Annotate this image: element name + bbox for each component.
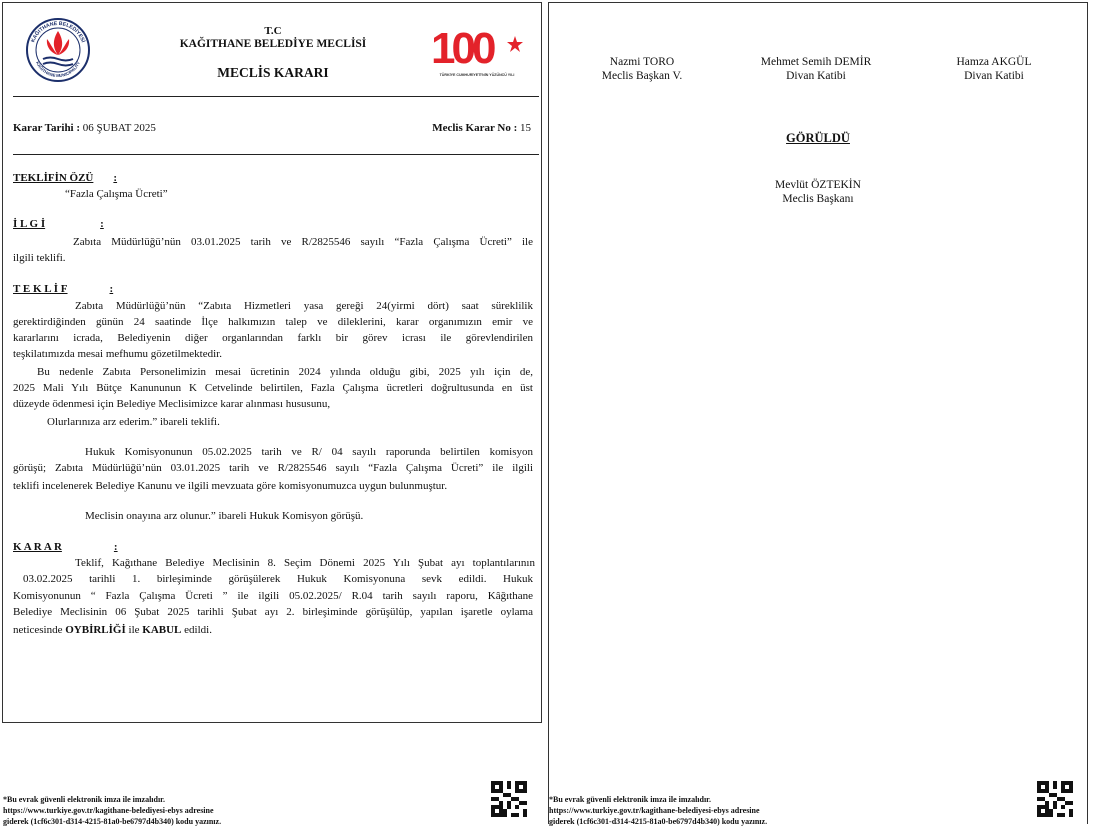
- commission-line: görüşü; Zabıta Müdürlüğü’nün 03.01.2025 tarih ve R/2825546 sayılı “Fazla Çalışma Ücreti” ile ilgili: [13, 462, 533, 474]
- proposal-line: kararlarını icrada, Belediyenin diğer organlarından farklı bir görev icrası ile görevlendirilen: [13, 332, 533, 344]
- decision-date: [13, 120, 156, 136]
- commission-line: Hukuk Komisyonunun 05.02.2025 tarih ve R/ 04 sayılı raporunda belirtilen komisyon: [85, 446, 533, 458]
- section-heading-decision: K A R A R :: [13, 541, 118, 553]
- e-signature-note: *Bu evrak güvenli elektronik imza ile imzalıdır. https://www.turkiye.gov.tr/kagithane-belediyesi-ebys adresine giderek (1cf6c301-d314-4215-81a0-be6797d4b340) kodu yazınız.: [549, 795, 768, 826]
- president-signature-block: [733, 178, 903, 206]
- accepted-text: KABUL: [142, 624, 182, 636]
- decision-date-label: Karar Tarihi :: [13, 122, 81, 134]
- decision-number-label: Meclis Karar No :: [432, 122, 518, 134]
- signer-role: Divan Katibi: [964, 70, 1024, 82]
- signer-role: Divan Katibi: [786, 70, 846, 82]
- signer-name: Nazmi TORO: [609, 56, 675, 68]
- logo-100-number: 100: [431, 24, 493, 73]
- seen-heading: GÖRÜLDÜ: [786, 131, 850, 145]
- unanimous-text: OYBİRLİĞİ: [65, 624, 126, 636]
- decision-number: [432, 120, 531, 136]
- divider: [13, 154, 539, 155]
- proposal-line: Zabıta Müdürlüğü’nün “Zabıta Hizmetleri yasa gereği 24(yirmi dört) saat süreklilik: [75, 300, 533, 312]
- signature-page: [548, 2, 1088, 824]
- logo-top-text: KAĞITHANE BELEDİYESİ: [30, 20, 86, 44]
- qr-code-icon: [1037, 781, 1073, 817]
- decision-number-value: 15: [520, 122, 531, 134]
- header-tc: T.C: [264, 25, 282, 37]
- reference-text-line: ilgili teklifi.: [13, 252, 66, 264]
- decision-line: Komisyonunun “ Fazla Çalışma Ücreti ” ile ilgili 05.02.2025/ R.04 tarih sayılı raporu, Kâğıthane: [13, 590, 533, 602]
- logo-100-caption: TÜRKİYE CUMHURİYETİ'NİN YÜZÜNCÜ YILI: [439, 73, 515, 77]
- proposal-line: Olurlarınıza arz ederim.” ibareli teklifi.: [47, 416, 220, 428]
- section-heading-proposal-summary: TEKLİFİN ÖZÜ :: [13, 172, 118, 184]
- decision-line: neticesinde OYBİRLİĞİ ile KABUL edildi.: [13, 624, 212, 636]
- commission-line: teklifi incelenerek Belediye Kanunu ve ilgili mevzuata göre komisyonumuzca uygun bulunmuştur.: [13, 480, 448, 492]
- signature-block: [731, 55, 901, 83]
- header-council-name: KAĞITHANE BELEDİYE MECLİSİ: [179, 38, 367, 50]
- proposal-line: Bu nedenle Zabıta Personelimizin mesai ücretinin 2024 yılında olduğu gibi, 2025 yılı için de,: [37, 366, 533, 378]
- proposal-summary-text: “Fazla Çalışma Ücreti”: [65, 188, 168, 200]
- logo-bottom-text: KAĞITHANE MUNICIPALITY: [34, 60, 82, 79]
- decision-page: [2, 2, 542, 723]
- proposal-line: teşkilatımızda mesai mefhumu gözetilmektedir.: [13, 348, 222, 360]
- section-heading-reference: İ L G İ :: [13, 218, 104, 230]
- proposal-line: gerektirdiğinden günün 24 saatinde İlçe halkımızın talep ve dileklerini, karar organımızın emir ve: [13, 316, 533, 328]
- proposal-line: 2025 Mali Yılı Bütçe Kanununun K Cetvelinde belirtilen, Fazla Çalışma ücretleri doğrultusunda en üst: [13, 382, 533, 394]
- president-role: Meclis Başkanı: [782, 193, 854, 205]
- republic-100-year-logo: [429, 23, 525, 81]
- commission-line: Meclisin onayına arz olunur.” ibareli Hukuk Komisyon görüşü.: [85, 510, 364, 522]
- document-title: MECLİS KARARI: [217, 65, 329, 80]
- signature-block: [557, 55, 727, 83]
- decision-date-value: 06 ŞUBAT 2025: [82, 122, 156, 134]
- president-name: Mevlüt ÖZTEKİN: [775, 179, 861, 191]
- section-heading-proposal: T E K L İ F :: [13, 283, 114, 295]
- decision-line: Teklif, Kağıthane Belediye Meclisinin 8. Seçim Dönemi 2025 Yılı Şubat ayı toplantılarının: [75, 557, 535, 569]
- qr-code-icon: [491, 781, 527, 817]
- signature-block: [909, 55, 1079, 83]
- reference-text-line: Zabıta Müdürlüğü’nün 03.01.2025 tarih ve R/2825546 sayılı “Fazla Çalışma Ücreti” ile: [73, 236, 533, 248]
- decision-line: 03.02.2025 tarihli 1. birleşiminde görüşülerek Hukuk Komisyonuna sevk edildi. Hukuk: [23, 573, 533, 585]
- signer-name: Hamza AKGÜL: [956, 56, 1032, 68]
- proposal-line: düzeyde ödenmesi için Belediye Meclisimizce karar alınması hususunu,: [13, 398, 331, 410]
- signer-role: Meclis Başkan V.: [601, 70, 683, 82]
- e-signature-note: *Bu evrak güvenli elektronik imza ile imzalıdır. https://www.turkiye.gov.tr/kagithane-belediyesi-ebys adresine giderek (1cf6c301-d314-4215-81a0-be6797d4b340) kodu yazınız.: [3, 795, 222, 826]
- decision-line: Belediye Meclisinin 06 Şubat 2025 tarihli Şubat ayı 2. birleşiminde görüşülüp, yapılan işaretle oylama: [13, 606, 533, 618]
- signer-name: Mehmet Semih DEMİR: [760, 56, 872, 68]
- divider: [13, 96, 539, 97]
